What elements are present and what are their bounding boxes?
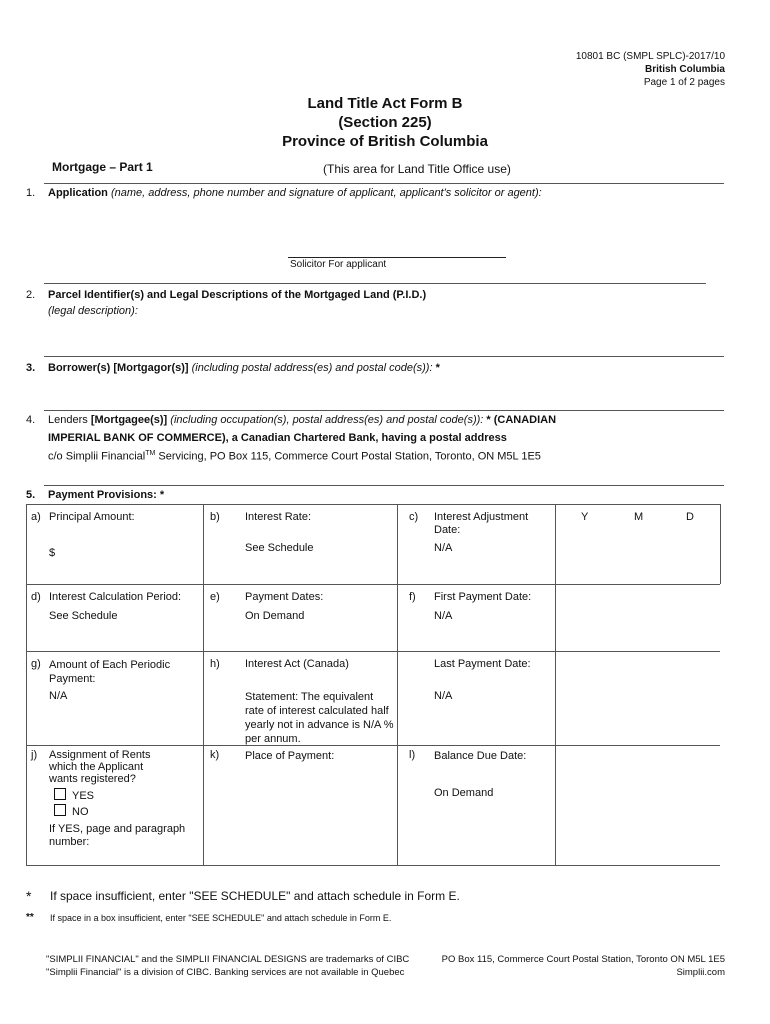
- section-4-desc: (including occupation(s), postal address(es) and postal code(s)):: [170, 414, 484, 426]
- grid-line: [203, 504, 204, 865]
- divider: [44, 183, 724, 184]
- day-header: D: [686, 511, 694, 523]
- interest-rate-field[interactable]: See Schedule: [245, 542, 314, 554]
- form-header: [576, 50, 725, 89]
- form-title: [0, 94, 770, 151]
- item-e-letter: e): [210, 591, 220, 603]
- title-line-3: Province of British Columbia: [282, 133, 488, 150]
- first-payment-label: First Payment Date:: [434, 591, 532, 603]
- section-2-number: 2.: [26, 289, 36, 301]
- section-4-tail: * (CANADIAN: [486, 414, 557, 426]
- item-b-letter: b): [210, 511, 220, 523]
- interest-adjustment-field[interactable]: N/A: [434, 542, 453, 554]
- assignment-rents-label: Assignment of Rents which the Applicant wants registered?: [49, 749, 151, 785]
- footer-address: PO Box 115, Commerce Court Postal Station, Toronto ON M5L 1E5: [441, 954, 725, 965]
- footer-website[interactable]: Simplii.com: [676, 967, 725, 978]
- no-checkbox[interactable]: [54, 804, 66, 816]
- balance-due-field[interactable]: On Demand: [434, 787, 494, 799]
- mortgage-part-label: Mortgage – Part 1: [52, 160, 153, 174]
- section-4-label: [Mortgagee(s)]: [90, 414, 168, 426]
- section-4-number: 4.: [26, 414, 36, 426]
- section-1-number: 1.: [26, 187, 36, 199]
- periodic-payment-label: Amount of Each Periodic Payment:: [49, 659, 171, 685]
- section-4-heading: [48, 414, 556, 426]
- item-d-letter: d): [31, 591, 41, 603]
- last-payment-field[interactable]: N/A: [434, 690, 453, 702]
- page-paragraph-note: If YES, page and paragraph number:: [49, 823, 186, 848]
- footer-division: "Simplii Financial" is a division of CIBC. Banking services are not available in Quebec: [46, 967, 405, 978]
- section-1-label: Application: [48, 187, 108, 199]
- section-4-line-3: [48, 450, 541, 463]
- form-code: 10801 BC (SMPL SPLC)-2017/10: [575, 51, 725, 62]
- title-line-2: (Section 225): [338, 114, 432, 131]
- interest-rate-label: Interest Rate:: [245, 511, 312, 523]
- section-5-number: 5.: [26, 489, 36, 501]
- interest-act-label: Interest Act (Canada): [245, 658, 349, 670]
- lender-address-b: Servicing, PO Box 115, Commerce Court Postal Station, Toronto, ON M5L 1E5: [155, 450, 541, 463]
- trademark-mark: TM: [145, 450, 156, 457]
- item-l-letter: l): [409, 749, 416, 761]
- payment-dates-field[interactable]: On Demand: [245, 610, 305, 622]
- first-payment-field[interactable]: N/A: [434, 610, 453, 622]
- signature-label: Solicitor For applicant: [290, 259, 387, 270]
- last-payment-label: Last Payment Date:: [434, 658, 531, 670]
- footer-left: [46, 953, 409, 979]
- periodic-payment-field[interactable]: N/A: [49, 690, 68, 702]
- divider: [44, 410, 724, 411]
- divider: [44, 283, 706, 284]
- item-g-letter: g): [31, 658, 41, 670]
- grid-line: [26, 651, 720, 652]
- section-2-label: Parcel Identifier(s) and Legal Descriptions of the Mortgaged Land (P.I.D.): [48, 289, 427, 301]
- section-2-sub: (legal description):: [48, 305, 138, 317]
- note-1: If space insufficient, enter "SEE SCHEDULE" and attach schedule in Form E.: [50, 889, 460, 903]
- lender-address-a: c/o Simplii Financial: [48, 450, 146, 463]
- calc-period-field[interactable]: See Schedule: [49, 610, 118, 622]
- grid-line: [26, 865, 720, 866]
- section-3-desc: (including postal address(es) and postal code(s)):: [191, 362, 433, 374]
- grid-line: [26, 504, 27, 865]
- section-5-label: Payment Provisions: *: [48, 489, 165, 501]
- payment-dates-label: Payment Dates:: [245, 591, 324, 603]
- place-of-payment-label: Place of Payment:: [245, 750, 335, 762]
- no-label: NO: [72, 806, 89, 818]
- title-line-1: Land Title Act Form B: [307, 95, 463, 112]
- province-label: British Columbia: [644, 64, 725, 75]
- month-header: M: [634, 511, 644, 523]
- interest-adjustment-label: Interest Adjustment Date:: [434, 511, 529, 536]
- section-1-heading: [48, 187, 542, 199]
- section-3-heading: [48, 362, 440, 374]
- no-option[interactable]: [54, 804, 89, 818]
- grid-line: [26, 584, 720, 585]
- grid-line: [555, 504, 556, 865]
- interest-act-statement: Statement: The equivalent rate of interest calculated half yearly not in advance is N/A % per annum.: [245, 691, 394, 745]
- item-a-letter: a): [31, 511, 41, 523]
- year-header: Y: [581, 511, 589, 523]
- section-4-prefix: Lenders: [48, 414, 88, 426]
- principal-amount-label: Principal Amount:: [49, 511, 135, 523]
- item-k-letter: k): [210, 749, 220, 761]
- section-3-label: Borrower(s) [Mortgagor(s)]: [48, 362, 189, 374]
- item-f-letter: f): [409, 591, 416, 603]
- yes-option[interactable]: [54, 788, 94, 802]
- section-3-star: *: [435, 362, 440, 374]
- grid-line: [26, 504, 720, 505]
- yes-label: YES: [72, 790, 95, 802]
- divider: [44, 485, 724, 486]
- calc-period-label: Interest Calculation Period:: [49, 591, 182, 603]
- balance-due-label: Balance Due Date:: [434, 750, 527, 762]
- section-4-line-2: IMPERIAL BANK OF COMMERCE), a Canadian Chartered Bank, having a postal address: [48, 432, 507, 444]
- note-star-1: *: [26, 888, 32, 904]
- item-j-letter: j): [31, 749, 38, 761]
- section-3-number: 3.: [26, 362, 36, 374]
- signature-line[interactable]: [288, 257, 506, 258]
- item-h-letter: h): [210, 658, 220, 670]
- section-1-desc: (name, address, phone number and signature of applicant, applicant's solicitor or agent):: [110, 187, 542, 199]
- footer-right: [442, 953, 725, 979]
- yes-checkbox[interactable]: [54, 788, 66, 800]
- office-use-label: (This area for Land Title Office use): [323, 162, 511, 176]
- grid-line: [720, 504, 721, 584]
- grid-line: [397, 504, 398, 865]
- item-c-letter: c): [409, 511, 419, 523]
- footer-trademark: "SIMPLII FINANCIAL" and the SIMPLII FINANCIAL DESIGNS are trademarks of CIBC: [46, 954, 410, 965]
- note-2: If space in a box insufficient, enter "SEE SCHEDULE" and attach schedule in Form E.: [50, 913, 392, 923]
- page-indicator: Page 1 of 2 pages: [643, 77, 725, 88]
- note-star-2: **: [26, 912, 34, 923]
- principal-amount-field[interactable]: $: [49, 547, 56, 559]
- divider: [44, 356, 724, 357]
